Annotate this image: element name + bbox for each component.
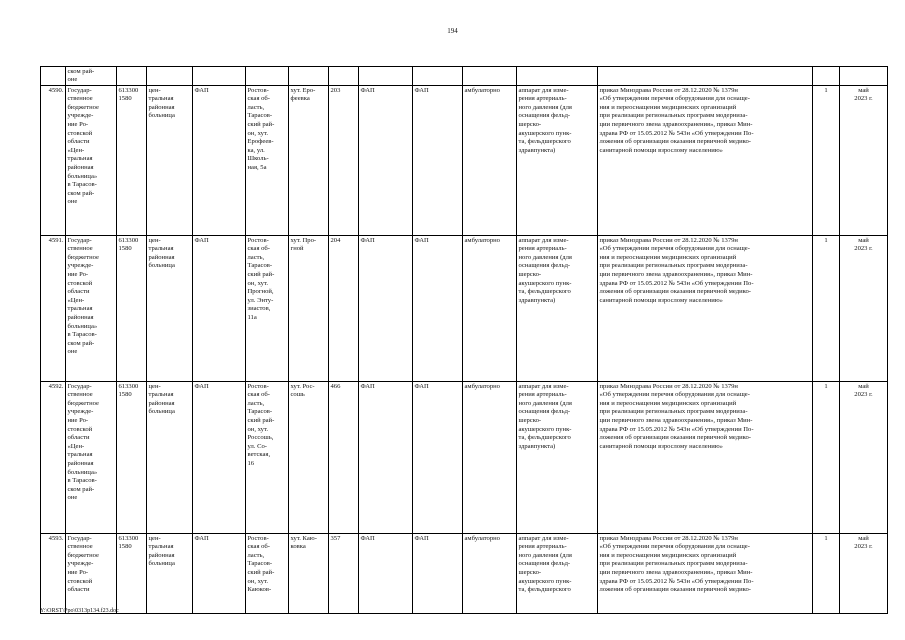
cell-settlement: [289, 382, 329, 534]
footer-file-path: Y:\ORST\Ppo\0313p134.f23.doc: [40, 608, 119, 614]
cell-type-3: [413, 382, 463, 534]
cell-empty: [359, 67, 413, 86]
cell-settlement: [289, 534, 329, 614]
cell-org-name: [66, 382, 117, 534]
table-row: [41, 534, 888, 614]
cell-qty: [813, 534, 840, 614]
cell-count: [329, 236, 359, 382]
table-row: [41, 86, 888, 236]
cell-text: ФАП: [360, 382, 375, 390]
cell-text: 357: [330, 534, 341, 542]
cell-text: май 2023 г.: [854, 382, 873, 399]
cell-date: [840, 86, 888, 236]
cell-org-code: [117, 86, 147, 236]
cell-text: приказ Минздрава России от 28.12.2020 № 1379н «Об утверждении перечня оборудования для оснаще- ния и переоснащения медицинских организаций при реализации региональных программ модерниза- ции первичного звена здравоохранения», приказ Мин- здрава РФ от 15.05.2012 № 543н «Об утверждении По- ложения об организации оказания первичной медико- санитарной помощи взрослому населению»: [599, 382, 754, 450]
cell-text: ФАП: [194, 382, 209, 390]
cell-text: аппарат для изме- рения артериаль- ного давления (для оснащения фельд- шерско- акушерского пунк- та, фельдшерского здравпункта): [518, 236, 572, 304]
cell-text: Ростов- ская об- ласть, Тарасов- ский рай- он, хут. Россошь, ул. Со- ветская, 16: [247, 382, 275, 468]
cell-subdivision: [147, 534, 193, 614]
cell-text: цен- тральная районная больница: [148, 236, 175, 270]
cell-empty: [813, 67, 840, 86]
cell-empty: [517, 67, 598, 86]
cell-text: хут. Каю- ковка: [290, 534, 317, 551]
cell-text: ФАП: [414, 382, 429, 390]
cell-empty: [117, 67, 147, 86]
cell-address: [246, 86, 289, 236]
cell-empty: [598, 67, 813, 86]
cell-count: [329, 534, 359, 614]
cell-text: 4591.: [48, 236, 64, 244]
cell-empty: [289, 67, 329, 86]
cell-text: май 2023 г.: [854, 236, 873, 253]
cell-text: амбулаторно: [464, 236, 500, 244]
cell-empty: [413, 67, 463, 86]
cell-org-name: [66, 86, 117, 236]
cell-text: ФАП: [414, 86, 429, 94]
cell-text: 613300 1580: [118, 534, 139, 551]
cell-num: [41, 382, 66, 534]
cell-org-code: [117, 236, 147, 382]
cell-text: амбулаторно: [464, 382, 500, 390]
cell-text: ФАП: [360, 236, 375, 244]
cell-text: Государ- ственное бюджетное учрежде- ние Ро- стовской области «Цен- тральная районная больница» в Тарасов- ском рай- оне: [67, 382, 99, 502]
cell-type-3: [413, 236, 463, 382]
cell-care-form: [463, 534, 517, 614]
cell-text: хут. Рос- сошь: [290, 382, 315, 399]
cell-text: ФАП: [194, 236, 209, 244]
cell-type: [193, 86, 246, 236]
cell-text: 613300 1580: [118, 382, 139, 399]
cell-count: [329, 86, 359, 236]
cell-org-name: [66, 236, 117, 382]
cell-basis: [598, 534, 813, 614]
cell-text: ском рай- оне: [67, 67, 95, 84]
cell-date: [840, 534, 888, 614]
cell-text: Государ- ственное бюджетное учрежде- ние Ро- стовской области «Цен- тральная районная больница» в Тарасов- ском рай- оне: [67, 86, 99, 206]
cell-type-2: [359, 236, 413, 382]
cell-num: [41, 86, 66, 236]
cell-text: Ростов- ская об- ласть, Тарасов- ский рай- он, хут. Ерофеев- ка, ул. Школь- ная, 5а: [247, 86, 275, 172]
cell-care-form: [463, 236, 517, 382]
cell-text: 613300 1580: [118, 236, 139, 253]
cell-equipment: [517, 236, 598, 382]
cell-basis: [598, 236, 813, 382]
cell-type-3: [413, 86, 463, 236]
cell-num: [41, 534, 66, 614]
cell-address: [246, 534, 289, 614]
cell-text: ФАП: [194, 86, 209, 94]
table-row: [41, 382, 888, 534]
cell-text: 1: [824, 236, 828, 244]
cell-equipment: [517, 382, 598, 534]
cell-equipment: [517, 534, 598, 614]
cell-text: 1: [824, 534, 828, 542]
cell-basis: [598, 86, 813, 236]
cell-text: амбулаторно: [464, 86, 500, 94]
cell-text: 4593.: [48, 534, 64, 542]
cell-org-name: [66, 534, 117, 614]
page-number: 194: [447, 27, 458, 35]
cell-date: [840, 382, 888, 534]
cell-text: ФАП: [360, 534, 375, 542]
cell-address: [246, 382, 289, 534]
cell-subdivision: [147, 382, 193, 534]
cell-empty: [193, 67, 246, 86]
cell-text: май 2023 г.: [854, 534, 873, 551]
cell-text: май 2023 г.: [854, 86, 873, 103]
cell-address: [246, 236, 289, 382]
cell-text: ФАП: [414, 534, 429, 542]
cell-text: амбулаторно: [464, 534, 500, 542]
cell-empty: [840, 67, 888, 86]
cell-text: цен- тральная районная больница: [148, 382, 175, 416]
cell-type: [193, 382, 246, 534]
cell-type-2: [359, 382, 413, 534]
cell-count: [329, 382, 359, 534]
cell-qty: [813, 236, 840, 382]
cell-text: аппарат для изме- рения артериаль- ного давления (для оснащения фельд- шерско- акушерского пунк- та, фельдшерского: [518, 534, 572, 594]
cell-settlement: [289, 86, 329, 236]
cell-settlement: [289, 236, 329, 382]
table-row-continuation: [41, 67, 888, 86]
cell-text: ФАП: [194, 534, 209, 542]
cell-empty: [329, 67, 359, 86]
cell-text: 4592.: [48, 382, 64, 390]
cell-text: 204: [330, 236, 341, 244]
cell-text: приказ Минздрава России от 28.12.2020 № 1379н «Об утверждении перечня оборудования для оснаще- ния и переоснащения медицинских организаций при реализации региональных программ модерниза- ции первичного звена здравоохранения», приказ Мин- здрава РФ от 15.05.2012 № 543н «Об утверждении По- ложения об организации оказания первичной медико- санитарной помощи взрослому населению»: [599, 236, 754, 304]
cell-text: 613300 1580: [118, 86, 139, 103]
cell-org-code: [117, 534, 147, 614]
cell-date: [840, 236, 888, 382]
cell-type-2: [359, 86, 413, 236]
cell-text: аппарат для изме- рения артериаль- ного давления (для оснащения фельд- шерско- акушерского пунк- та, фельдшерского здравпункта): [518, 382, 572, 450]
cell-text: 4590.: [48, 86, 64, 94]
cell-org-code: [117, 382, 147, 534]
cell-empty: [246, 67, 289, 86]
cell-qty: [813, 382, 840, 534]
cell-subdivision: [147, 86, 193, 236]
cell-text: ФАП: [360, 86, 375, 94]
cell-qty: [813, 86, 840, 236]
cell-org-name: [66, 67, 117, 86]
cell-text: приказ Минздрава России от 28.12.2020 № 1379н «Об утверждении перечня оборудования для оснаще- ния и переоснащения медицинских организаций при реализации региональных программ модерниза- ции первичного звена здравоохранения», приказ Мин- здрава РФ от 15.05.2012 № 543н «Об утверждении По- ложения об организации оказания первичной медико- санитарной помощи взрослому населению»: [599, 86, 754, 154]
cell-care-form: [463, 382, 517, 534]
cell-text: хут. Еро- феевка: [290, 86, 316, 103]
cell-text: цен- тральная районная больница: [148, 534, 175, 568]
cell-text: Государ- ственное бюджетное учрежде- ние Ро- стовской области: [67, 534, 99, 594]
cell-basis: [598, 382, 813, 534]
cell-type-3: [413, 534, 463, 614]
cell-text: хут. Про- гной: [290, 236, 317, 253]
cell-equipment: [517, 86, 598, 236]
cell-care-form: [463, 86, 517, 236]
cell-text: Ростов- ская об- ласть, Тарасов- ский рай- он, хут. Прогной, ул. Энту- зиастов, 11а: [247, 236, 275, 322]
cell-subdivision: [147, 236, 193, 382]
cell-type: [193, 534, 246, 614]
cell-type: [193, 236, 246, 382]
cell-text: приказ Минздрава России от 28.12.2020 № 1379н «Об утверждении перечня оборудования для оснаще- ния и переоснащения медицинских организаций при реализации региональных программ модерниза- ции первичного звена здравоохранения», приказ Мин- здрава РФ от 15.05.2012 № 543н «Об утверждении По- ложения об организации оказания первичной медико-: [599, 534, 754, 594]
table-row: [41, 236, 888, 382]
cell-text: Ростов- ская об- ласть, Тарасов- ский рай- он, хут. Каюков-: [247, 534, 275, 594]
cell-text: 1: [824, 86, 828, 94]
cell-text: 203: [330, 86, 341, 94]
cell-num: [41, 67, 66, 86]
equipment-register-table: [40, 66, 888, 614]
cell-empty: [147, 67, 193, 86]
cell-text: цен- тральная районная больница: [148, 86, 175, 120]
cell-text: аппарат для изме- рения артериаль- ного давления (для оснащения фельд- шерско- акушерского пунк- та, фельдшерского здравпункта): [518, 86, 572, 154]
cell-empty: [463, 67, 517, 86]
cell-type-2: [359, 534, 413, 614]
cell-text: 1: [824, 382, 828, 390]
cell-text: ФАП: [414, 236, 429, 244]
cell-text: Государ- ственное бюджетное учрежде- ние Ро- стовской области «Цен- тральная районная больница» в Тарасов- ском рай- оне: [67, 236, 99, 356]
cell-text: 466: [330, 382, 341, 390]
cell-num: [41, 236, 66, 382]
table-body: [41, 67, 888, 614]
